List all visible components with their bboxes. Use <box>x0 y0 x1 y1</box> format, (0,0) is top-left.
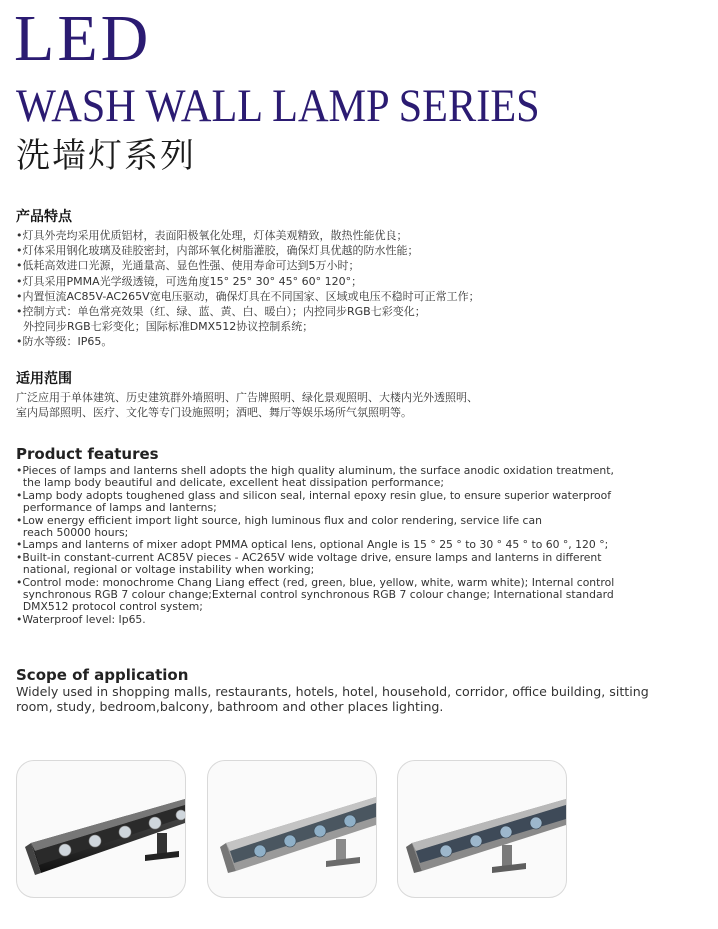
en-feature-line: •Lamps and lanterns of mixer adopt PMMA optical lens, optional Angle is 15 ° 25 ° to 30 ° 45 ° to 60 °, 120 °; <box>16 538 609 552</box>
en-feature-line: national, regional or voltage instability when working; <box>16 563 315 577</box>
en-scope-line: room, study, bedroom,balcony, bathroom and other places lighting. <box>16 699 444 714</box>
cn-feature-line: •灯具外壳均采用优质铝材，表面阳极氧化处理，灯体美观精致，散热性能优良； <box>16 229 408 242</box>
en-feature-line: the lamp body beautiful and delicate, excellent heat dissipation performance; <box>16 476 444 490</box>
en-features-section <box>16 445 706 626</box>
cn-feature-line: •内置恒流AC85V-AC265V宽电压驱动，确保灯具在不同国家、区域或电压不稳时可正常工作； <box>16 289 480 303</box>
en-feature-line: DMX512 protocol control system; <box>16 600 203 614</box>
cn-scope-line: 广泛应用于单体建筑、历史建筑群外墙照明、广告牌照明、绿化景观照明、大楼内光外透照明、 <box>16 391 478 404</box>
title-led: LED <box>14 2 152 75</box>
en-features-heading: Product features <box>16 445 159 463</box>
en-scope-heading: Scope of application <box>16 666 189 684</box>
wash-wall-lamp-silver-image <box>398 761 566 897</box>
title-chinese: 洗墙灯系列 <box>16 136 196 176</box>
cn-feature-line: •防水等级：IP65。 <box>16 335 113 349</box>
wash-wall-lamp-gray-image <box>208 761 376 897</box>
cn-features-heading: 产品特点 <box>16 209 72 225</box>
en-feature-line: •Built-in constant-current AC85V pieces - AC265V wide voltage drive, ensure lamps and lanterns in different <box>16 550 602 564</box>
cn-feature-line: •灯体采用钢化玻璃及硅胶密封，内部环氧化树脂灌胶，确保灯具优越的防水性能； <box>16 244 419 258</box>
wash-wall-lamp-black-image <box>17 761 185 897</box>
en-feature-line: •Waterproof level: Ip65. <box>16 612 146 626</box>
cn-feature-line: 外控同步RGB七彩变化；国际标准DMX512协议控制系统； <box>16 320 314 334</box>
cn-scope-line: 室内局部照明、医疗、文化等专门设施照明；酒吧、舞厅等娱乐场所气氛照明等。 <box>16 406 412 420</box>
cn-scope-heading: 适用范围 <box>16 371 72 387</box>
product-photo-black <box>16 760 186 898</box>
en-feature-line: synchronous RGB 7 colour change;External control synchronous RGB 7 colour change; International standard <box>16 588 614 602</box>
en-feature-line: •Control mode: monochrome Chang Liang effect (red, green, blue, yellow, white, warm white); Internal control <box>16 575 615 589</box>
cn-feature-line: •灯具采用PMMA光学级透镜，可选角度15° 25° 30° 45° 60° 120°； <box>16 274 363 288</box>
en-feature-line: reach 50000 hours; <box>16 526 129 540</box>
en-feature-line: performance of lamps and lanterns; <box>16 501 217 515</box>
cn-feature-line: •低耗高效进口光源，光通量高、显色性强、使用寿命可达到5万小时； <box>16 259 360 273</box>
product-photo-silver <box>397 760 567 898</box>
product-photo-gray <box>207 760 377 898</box>
en-feature-line: •Lamp body adopts toughened glass and silicon seal, internal epoxy resin glue, to ensure superior waterproof <box>16 488 612 502</box>
title-series: WASH WALL LAMP SERIES <box>16 80 540 132</box>
en-feature-line: •Pieces of lamps and lanterns shell adopts the high quality aluminum, the surface anodic oxidation treatment, <box>16 464 614 477</box>
en-scope-line: Widely used in shopping malls, restaurants, hotels, hotel, household, corridor, office building, sitting <box>16 684 649 699</box>
cn-feature-line: •控制方式：单色常亮效果（红、绿、蓝、黄、白、暖白）；内控同步RGB七彩变化； <box>16 305 426 319</box>
cn-features-section <box>16 208 706 350</box>
en-feature-line: •Low energy efficient import light source, high luminous flux and color rendering, service life can <box>16 513 542 527</box>
cn-scope-section <box>16 370 706 420</box>
en-scope-section <box>16 666 706 714</box>
